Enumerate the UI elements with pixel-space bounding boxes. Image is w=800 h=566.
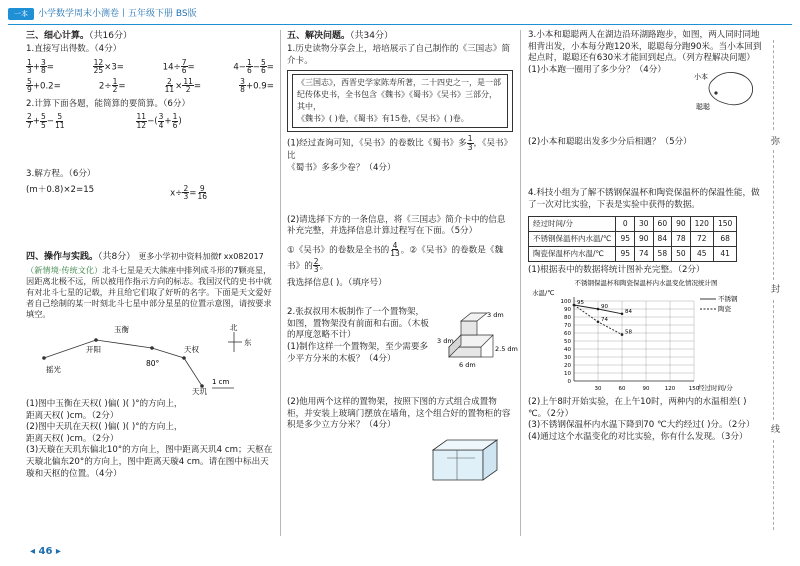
table-cell: 60 [653, 216, 672, 231]
fraction [389, 242, 401, 258]
star-kaiyang [94, 339, 98, 343]
numerator: 2 [313, 256, 319, 266]
table-cell: 95 [616, 231, 635, 246]
q1-row-1 [26, 59, 274, 75]
table-cell: 72 [690, 231, 713, 246]
fraction [467, 135, 474, 151]
denominator: 12 [136, 120, 147, 130]
brand-badge: 一本 [8, 8, 34, 20]
expr-text: = [266, 81, 274, 92]
numerator: 3 [240, 76, 245, 86]
chart-title: 不锈钢保温杯和陶瓷保温杯内水温变化情况统计图 [574, 278, 718, 287]
q2-left-expression [26, 113, 66, 129]
x-tick-label: 30 [594, 385, 602, 392]
fraction [26, 113, 33, 129]
section3-points: （共16分） [89, 31, 132, 41]
row-label: 不锈钢保温杯内水温/℃ [529, 231, 616, 246]
fraction [239, 78, 246, 94]
q2-right-expression [136, 113, 182, 129]
label-tianquan: 天权 [184, 345, 199, 355]
header-title: 小学数学周末小测卷丨五年级下册 BS版 [38, 8, 197, 19]
q4-1a: (1)图中玉衡在天权( )偏( )( )°的方向上， [26, 398, 183, 409]
expression [99, 78, 126, 94]
fraction [313, 258, 320, 274]
q3-equations [26, 185, 274, 201]
q4-2a: (2)图中天玑在天权( )偏( )( )°的方向上， [26, 422, 183, 433]
expr-op: ) [178, 116, 182, 127]
numerator: 12 [93, 57, 104, 67]
binding-char: 线 [771, 425, 781, 435]
expr-text: 2÷ [98, 81, 112, 92]
denominator: 11 [164, 85, 175, 95]
equation-left: (m＋0.8)×2=15 [26, 184, 95, 195]
table-row [529, 231, 737, 246]
sq1-1-c: 《蜀书》多多少卷？（4分） [287, 162, 396, 173]
x-tick-label: 60 [618, 385, 626, 392]
q3-body [528, 65, 764, 113]
data-point [597, 307, 600, 310]
denominator: 11 [54, 120, 65, 130]
scale-bar [212, 378, 234, 388]
expr-op: + [32, 116, 40, 127]
row-label: 陶瓷保温杯内水温/℃ [529, 246, 616, 261]
label-xiaoben: 小本 [694, 72, 708, 81]
expr-op: × [175, 81, 183, 92]
y-axis-label: 水温/℃ [532, 288, 555, 297]
expression [26, 59, 54, 75]
y-tick-label: 90 [564, 306, 571, 313]
fraction [40, 113, 47, 129]
data-label: 95 [577, 299, 584, 306]
section4-intro [26, 265, 274, 320]
denominator: 3 [313, 265, 319, 275]
numerator: 3 [158, 112, 164, 122]
denominator: 13 [390, 249, 400, 259]
label-angle: 80° [146, 359, 160, 369]
table-cell: 68 [713, 231, 736, 246]
dim-25dm: 2.5 dm [495, 345, 518, 354]
expression [164, 78, 202, 94]
binding-line [773, 150, 774, 280]
sq2-1: (1)制作这样一个置物架，至少需要多少平方分米的木板？（4分） [287, 342, 429, 364]
choice2-text: 。②《吴书》的卷数是《魏书》的 [287, 245, 504, 272]
column-left [26, 30, 274, 538]
denominator: 3 [467, 142, 473, 152]
denominator: 9 [27, 85, 32, 95]
card-line-2: 《魏书》( )卷，《蜀书》有15卷，《吴书》( )卷。 [297, 114, 469, 124]
legend-label: 陶瓷 [718, 304, 731, 313]
q3-2: (2)小本和聪聪出发多少分后相遇？（5分） [528, 136, 692, 147]
q2-title: 2.计算下面各题，能简算的要简算。（6分） [26, 98, 191, 109]
y-tick-label: 20 [564, 362, 571, 369]
numerator: 1 [112, 76, 118, 86]
label-yaoguang: 摇光 [46, 365, 61, 375]
column-right [528, 30, 764, 538]
sq1-1-text-b: ，《吴书》比 [287, 138, 513, 162]
data-label: 84 [625, 308, 632, 315]
numerator: 5 [27, 76, 32, 86]
fraction [260, 59, 267, 75]
table-cell: 58 [653, 246, 672, 261]
numerator: 2 [27, 112, 32, 122]
label-yuheng: 玉衡 [114, 325, 129, 335]
table-cell: 30 [635, 216, 654, 231]
x-tick-label: 150 [688, 385, 700, 392]
y-tick-label: 30 [564, 354, 571, 361]
expr-op: = [189, 188, 197, 199]
table-cell: 0 [616, 216, 635, 231]
q4-1b: 距离天权( )cm。（2分） [26, 410, 119, 421]
expr-text: = [118, 81, 126, 92]
compass-north: 北 [230, 323, 238, 333]
page-number-text: 46 [38, 545, 53, 557]
intro-text: 北斗七星是天大熊座中排列成斗形的7颗亮星，因距离北极不远，所以被用作指示方向的标志。我国汉代的史书中就有对北斗七星的记载，并且给它们取了好听的名字。下面是天文爱好者自己绘制的某一时刻北斗七星中部分星星的位置示意图，请按要求填空。 [26, 265, 272, 320]
denominator: 6 [261, 66, 266, 76]
table-cell: 50 [672, 246, 691, 261]
shelf-diagram [437, 307, 518, 371]
denominator: 6 [181, 66, 187, 76]
table-cell: 150 [713, 216, 736, 231]
numerator: 5 [57, 112, 63, 122]
label-kaiyang: 开阳 [86, 345, 101, 355]
next-arrow-icon: ▸ [52, 545, 61, 557]
numerator: 4 [392, 240, 398, 250]
lake-map [694, 65, 764, 113]
table-cell: 84 [653, 231, 672, 246]
section3-title: 三、细心计算。 [26, 31, 90, 41]
expr-text: 14÷ [162, 62, 181, 73]
start-point [714, 91, 717, 94]
column-divider-2 [520, 30, 521, 536]
data-label: 58 [625, 329, 632, 336]
section4-heading [26, 251, 274, 263]
q3-title: 3.解方程。（6分） [26, 169, 96, 180]
expr-op: +0.2 [32, 81, 54, 92]
denominator: 25 [93, 66, 104, 76]
sq1-choices [287, 242, 513, 274]
table-cell: 95 [616, 246, 635, 261]
q2-expressions [26, 113, 274, 129]
expr-op: + [32, 62, 40, 73]
numerator: 1 [172, 112, 178, 122]
legend-label: 不锈钢 [718, 294, 738, 303]
expr-text: = [116, 62, 124, 73]
fraction [181, 59, 188, 75]
section4-title: 四、操作与实践。 [26, 251, 99, 262]
denominator: 2 [112, 85, 118, 95]
star-yuheng [150, 347, 154, 351]
denominator: 3 [27, 66, 32, 76]
table-header-label: 经过时间/分 [529, 216, 616, 231]
denominator: 3 [183, 192, 189, 202]
binding-char: 封 [771, 285, 781, 295]
y-tick-label: 10 [564, 370, 571, 377]
fraction [246, 59, 253, 75]
dim-3dm-left: 3 dm [437, 337, 454, 346]
sq1-1-text-a: (1)经过查询可知，《吴书》的卷数比《蜀书》多 [287, 138, 467, 149]
cabinet-diagram [427, 436, 507, 482]
q1-row-2 [26, 78, 274, 94]
expr-text: x÷ [170, 188, 183, 199]
column-divider-1 [280, 30, 281, 536]
section5-points: （共34分） [350, 31, 393, 41]
sq1-title: 1.历史读物分享会上，培培展示了自己制作的《三国志》简介卡。 [287, 44, 511, 66]
star-map [26, 322, 274, 397]
sq2-title: 2.张叔叔用木板制作了一个置物架，如图，置物架没有前面和右面。（木板的厚度忽略不计） [287, 307, 429, 341]
data-point [621, 333, 624, 336]
numerator: 5 [261, 57, 266, 67]
numerator: 2 [183, 183, 189, 193]
expression [26, 78, 61, 94]
numerator: 3 [40, 57, 46, 67]
data-label: 74 [601, 316, 608, 323]
expr-op: − [46, 116, 54, 127]
temperature-chart [528, 277, 764, 393]
expr-op: ×3 [104, 62, 117, 73]
expr-op: +0.9 [245, 81, 267, 92]
fraction [196, 185, 208, 201]
numerator: 11 [183, 76, 193, 86]
q1-title: 1.直接写出得数。（4分） [26, 44, 122, 55]
data-label: 90 [601, 303, 608, 310]
prev-arrow-icon: ◂ [30, 545, 39, 557]
ad-text: 更多小学初中资料加微f xx082017 [138, 251, 264, 261]
choice1-text: ①《吴书》的卷数是全书的 [287, 245, 390, 256]
q4-problem: 4.科技小组为了解不锈钢保温杯和陶瓷保温杯的保温性能，做了一次对比实验，下表是实验中获得的数据。 [528, 188, 760, 210]
expr-text: = [46, 62, 54, 73]
expression [93, 59, 124, 75]
y-tick-label: 60 [564, 330, 571, 337]
choose-line: 我选择信息( )。（填序号） [287, 277, 387, 288]
y-tick-label: 40 [564, 346, 571, 353]
table-cell: 74 [635, 246, 654, 261]
denominator: 4 [158, 120, 164, 130]
expr-op: − [252, 62, 260, 73]
q4-2: (2)上午8时开始实验，在上午10时，两种内的水温相差( )℃。（2分） [528, 397, 747, 419]
card-line-1: 《三国志》，西晋史学家陈寿所著，二十四史之一，是一部纪传体史书，全书包含《魏书》《蜀书》《吴书》三部分，其中， [297, 78, 501, 112]
expr-text: = [53, 81, 61, 92]
compass-east: 东 [244, 338, 252, 348]
numerator: 11 [136, 112, 147, 122]
fraction [136, 113, 148, 129]
numerator: 1 [247, 57, 252, 67]
binding-char: 弥 [771, 137, 781, 147]
q4-3: (3)不锈钢保温杯内水温下降到70 ℃大约经过( )分。（2分） [528, 420, 755, 431]
intro-card [287, 70, 513, 132]
page-number [30, 545, 61, 559]
y-tick-label: 0 [567, 378, 571, 385]
expr-op: + [164, 116, 172, 127]
table-cell: 45 [690, 246, 713, 261]
section4-points: （共8分） [98, 251, 136, 262]
q4-4: (4)通过这个水温变化的对比实验，你有什么发现。（3分） [528, 431, 748, 442]
star-yaoguang [42, 357, 46, 361]
x-axis-label: 经过时间/分 [698, 383, 733, 392]
numerator: 5 [40, 112, 46, 122]
q3-problem: 3.小本和聪聪两人在湖边沿环湖路跑步，如图，两人同时同地相背出发，小本每分跑120米，聪聪每分跑90米。当小本回到起点时，聪聪还有630米才能回到起点。（列方程解决问题） [528, 30, 762, 64]
denominator: 5 [40, 120, 46, 130]
y-tick-label: 80 [564, 314, 571, 321]
fraction [26, 59, 33, 75]
y-tick-label: 100 [560, 298, 571, 305]
table-cell: 120 [690, 216, 713, 231]
q4-1: (1)根据表中的数据将统计图补充完整。（2分） [528, 264, 705, 275]
data-point [621, 312, 624, 315]
denominator: 6 [172, 120, 178, 130]
table-cell: 78 [672, 231, 691, 246]
star-tianquan [182, 357, 186, 361]
page-header [8, 6, 197, 22]
table-header-row [529, 216, 737, 231]
column-middle [287, 30, 518, 538]
y-tick-label: 70 [564, 322, 571, 329]
x-tick-label: 120 [664, 385, 676, 392]
label-tianji: 天玑 [192, 387, 207, 397]
expression [163, 59, 195, 75]
dim-3dm-top: 3 dm [487, 311, 504, 320]
numerator: 9 [199, 183, 205, 193]
fraction [182, 78, 194, 94]
q3-1: (1)小本跑一圈用了多少分？（4分） [528, 64, 666, 75]
label-congcong: 聪聪 [696, 102, 710, 111]
binding-line [773, 300, 774, 420]
data-point [573, 303, 576, 306]
equation-right [170, 185, 208, 201]
numerator: 2 [166, 76, 172, 86]
sq1-2: (2)请选择下方的一条信息，将《三国志》简介卡中的信息补充完整，并选择信息计算过程写在下面。（5分） [287, 214, 506, 237]
sq2-text [287, 307, 431, 371]
sq1-1 [287, 135, 513, 163]
table-cell: 90 [635, 231, 654, 246]
expression [239, 78, 274, 94]
section3-heading [26, 30, 274, 42]
table-row [529, 246, 737, 261]
star-path [44, 340, 202, 386]
expression [233, 59, 274, 75]
sq2-block [287, 307, 518, 371]
header-divider [8, 24, 792, 25]
denominator: 6 [247, 66, 252, 76]
denominator: 2 [185, 85, 191, 95]
binding-line [773, 40, 774, 130]
denominator: 8 [40, 66, 46, 76]
fraction [164, 78, 176, 94]
fraction [40, 59, 47, 75]
compass-icon [228, 322, 252, 352]
scale-label: 1 cm [212, 378, 230, 387]
expr-text: = [187, 62, 195, 73]
q4-3: (3)天璇在天玑东偏北10°的方向上，图中距离天玑4 cm；天枢在天璇北偏东20°的方向上，图中距离天璇4 cm。请在图中标出天璇和天枢的位置。（4分） [26, 445, 273, 479]
numerator: 1 [27, 57, 32, 67]
y-tick-label: 50 [564, 338, 571, 345]
binding-line [773, 440, 774, 530]
table-cell: 41 [713, 246, 736, 261]
expr-text: 4− [233, 62, 247, 73]
expr-text: = [266, 62, 274, 73]
denominator: 7 [27, 120, 32, 130]
sq2-2: (2)他用两个这样的置物架，按照下图的方式组合成置物柜，并安装上玻璃门摆放在墙角，这个组合好的置物柜的容积是多少立方分米？（4分） [287, 397, 511, 431]
fraction [26, 78, 33, 94]
expr-op: −( [147, 116, 158, 127]
expr-text: = [193, 81, 202, 92]
table-cell: 90 [672, 216, 691, 231]
section5-heading [287, 30, 513, 42]
fraction [93, 59, 105, 75]
data-point [597, 320, 600, 323]
numerator: 7 [181, 57, 187, 67]
denominator: 8 [240, 85, 245, 95]
q4-2b: 距离天权( )cm。（2分） [26, 433, 119, 444]
denominator: 16 [197, 192, 207, 202]
x-tick-label: 90 [642, 385, 650, 392]
context-tag: （新情境·传统文化） [26, 265, 103, 276]
numerator: 1 [467, 134, 473, 144]
data-table [528, 216, 737, 262]
choice-end: 。 [319, 261, 329, 272]
section5-title: 五、解决问题。 [287, 31, 351, 41]
dim-6dm: 6 dm [459, 361, 476, 370]
fraction [54, 113, 66, 129]
